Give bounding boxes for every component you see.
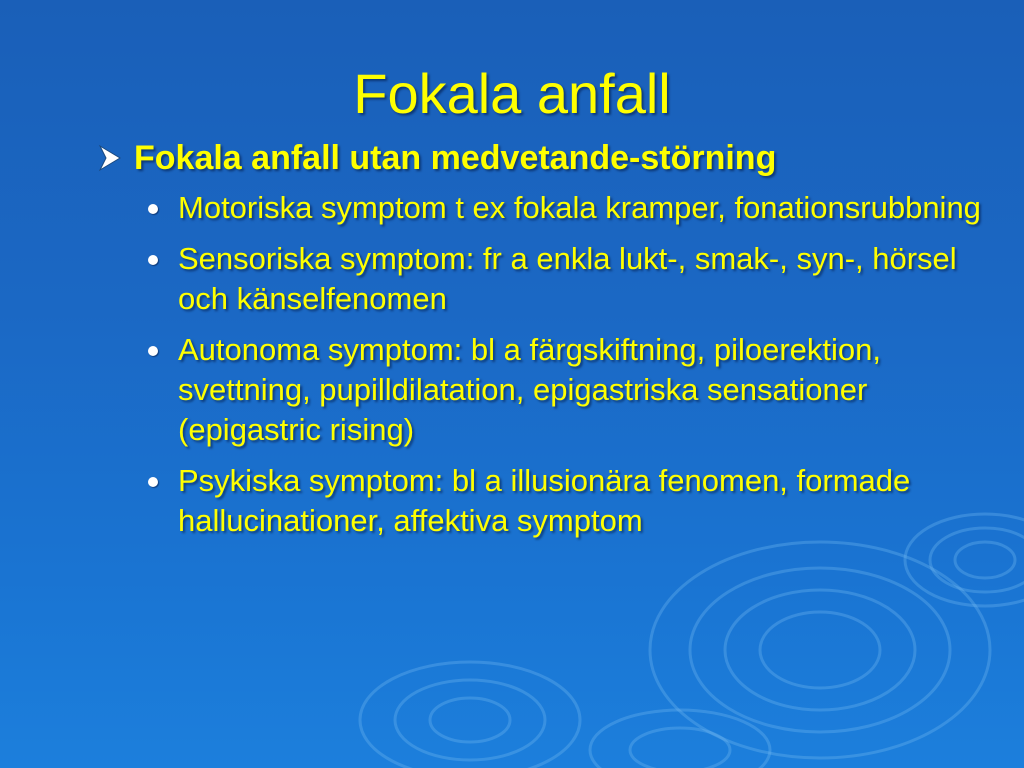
dot-bullet-icon: [148, 255, 158, 265]
list-item-text: Motoriska symptom t ex fokala kramper, fonationsrubbning: [178, 190, 981, 225]
list-item-text: Autonoma symptom: bl a färgskiftning, piloerektion, svettning, pupilldilatation, epigastriska sensationer (epigastric rising): [178, 332, 882, 447]
list-item: [96, 330, 1006, 450]
list-item: [96, 461, 1006, 541]
dot-bullet-icon: [148, 346, 158, 356]
heading-text: Fokala anfall utan medvetande-störning: [134, 139, 777, 177]
dot-bullet-icon: [148, 477, 158, 487]
arrow-bullet-icon: [96, 142, 124, 174]
slide-title: Fokala anfall: [353, 62, 671, 125]
list-item: [96, 239, 1006, 319]
list-item: [96, 188, 1006, 228]
dot-bullet-icon: [148, 204, 158, 214]
list-item-text: Sensoriska symptom: fr a enkla lukt-, smak-, syn-, hörsel och känselfenomen: [178, 241, 957, 316]
heading-bullet: [96, 136, 1006, 180]
list-item-text: Psykiska symptom: bl a illusionära fenomen, formade hallucinationer, affektiva symptom: [178, 463, 911, 538]
symptom-list: [96, 188, 1006, 541]
slide-content: [96, 136, 1006, 552]
